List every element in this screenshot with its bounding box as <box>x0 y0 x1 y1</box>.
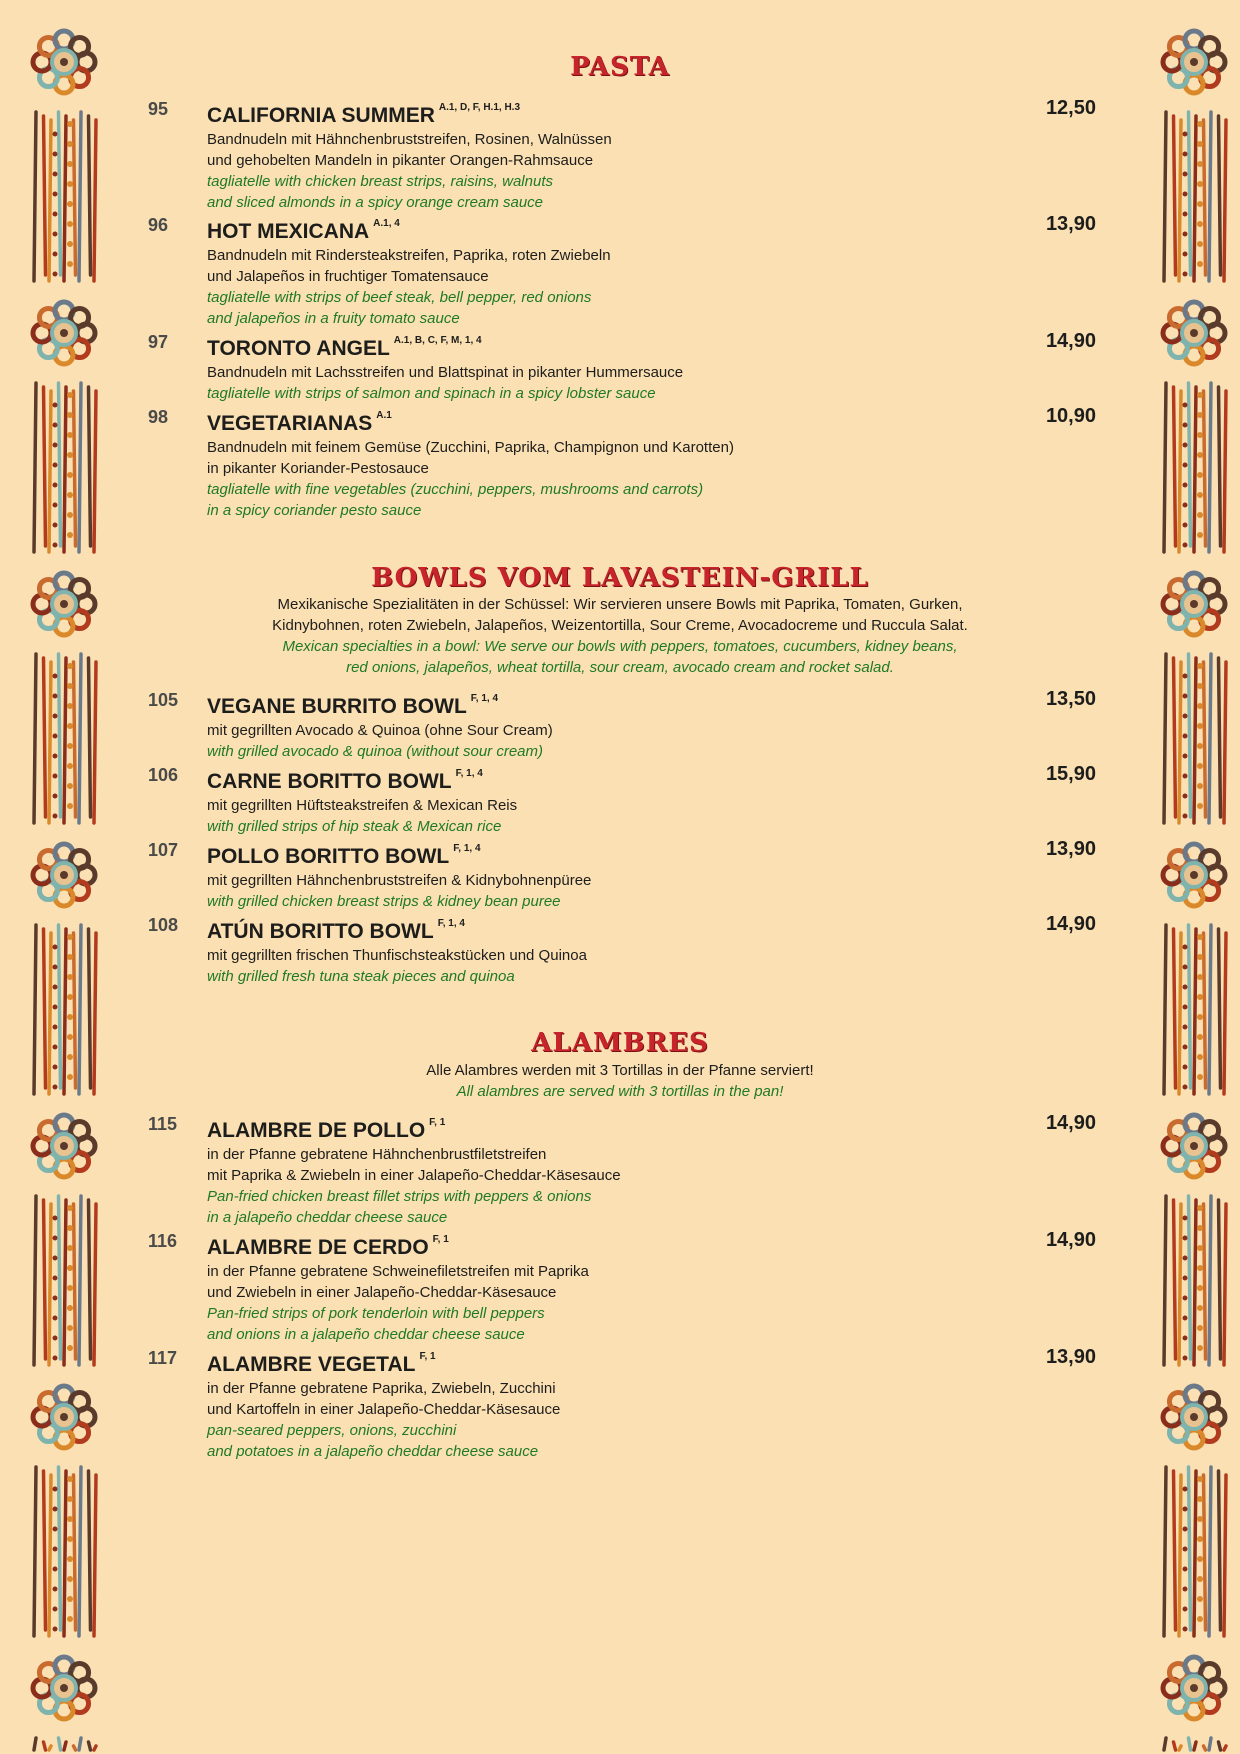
item-description-de: mit gegrillten frischen Thunfischsteakstücken und Quinoa <box>207 947 587 964</box>
item-description-de: mit Paprika & Zwiebeln in einer Jalapeño-Cheddar-Käsesauce <box>207 1167 621 1184</box>
stripe-ornament <box>1164 383 1226 552</box>
item-name: HOT MEXICANA <box>207 220 370 243</box>
item-description-en: and potatoes in a jalapeño cheddar cheese sauce <box>207 1443 539 1460</box>
item-allergens: A.1, 4 <box>373 218 400 229</box>
item-price: 13,90 <box>1045 213 1096 235</box>
item-name-row <box>207 911 987 945</box>
item-allergens: F, 1, 4 <box>470 693 499 704</box>
border-ornament-svg <box>1130 0 1240 1754</box>
flower-ornament <box>1163 31 1225 93</box>
menu-page <box>140 0 1100 1754</box>
stripe-ornament <box>34 1196 96 1365</box>
item-number: 106 <box>148 765 179 785</box>
item-number: 97 <box>148 332 169 352</box>
intro-en: All alambres are served with 3 tortillas in the pan! <box>456 1083 784 1100</box>
flower-ornament <box>1163 1386 1225 1448</box>
item-description-en: Pan-fried strips of pork tenderloin with bell peppers <box>207 1305 545 1322</box>
stripe-ornament <box>34 383 96 552</box>
section-intro-alambres <box>140 1060 1100 1102</box>
stripe-ornament <box>34 925 96 1094</box>
item-number: 98 <box>148 407 169 427</box>
item-name-row <box>207 403 987 437</box>
flower-ornament <box>33 573 95 635</box>
border-ornament-svg <box>0 0 110 1754</box>
flower-ornament <box>1163 1115 1225 1177</box>
item-description-en: and sliced almonds in a spicy orange cream sauce <box>207 194 544 211</box>
item-description-en: and onions in a jalapeño cheddar cheese sauce <box>207 1326 525 1343</box>
item-name-row <box>207 328 987 362</box>
item-description-en: pan-seared peppers, onions, zucchini <box>207 1422 457 1439</box>
item-description-en: with grilled strips of hip steak & Mexican rice <box>207 818 502 835</box>
flower-ornament <box>33 1657 95 1719</box>
item-number: 95 <box>148 99 169 119</box>
item-name: CALIFORNIA SUMMER <box>207 104 435 127</box>
intro-de: Mexikanische Spezialitäten in der Schüssel: Wir servieren unsere Bowls mit Paprika, Tomaten, Gurken, <box>277 596 963 613</box>
item-description-en: tagliatelle with fine vegetables (zucchini, peppers, mushrooms and carrots) <box>207 481 704 498</box>
item-allergens: F, 1 <box>419 1351 436 1362</box>
right-decorative-border <box>1130 0 1240 1754</box>
item-description-en: with grilled avocado & quinoa (without sour cream) <box>207 743 543 760</box>
item-number: 105 <box>148 690 179 710</box>
item-allergens: F, 1, 4 <box>455 768 483 779</box>
section-title-alambres: ALAMBRES <box>531 1028 709 1058</box>
intro-en: Mexican specialties in a bowl: We serve our bowls with peppers, tomatoes, cucumbers, kidney beans, <box>282 638 958 655</box>
item-description-en: with grilled fresh tuna steak pieces and quinoa <box>207 968 515 985</box>
stripe-ornament <box>34 1738 96 1750</box>
item-price: 14,90 <box>1045 913 1096 935</box>
flower-ornament <box>1163 844 1225 906</box>
item-number: 108 <box>148 915 179 935</box>
item-description-de: in der Pfanne gebratene Hähnchenbrustfiletstreifen <box>207 1146 547 1163</box>
item-price: 14,90 <box>1045 330 1096 352</box>
item-price: 13,90 <box>1045 838 1096 860</box>
section-title-bowls: BOWLS VOM LAVASTEIN-GRILL <box>371 563 869 593</box>
section-intro-bowls <box>140 594 1100 678</box>
item-price: 10,90 <box>1045 405 1096 427</box>
stripe-ornament <box>1164 654 1226 823</box>
item-description-en: in a spicy coriander pesto sauce <box>207 502 422 519</box>
item-description-en: tagliatelle with strips of salmon and spinach in a spicy lobster sauce <box>207 385 656 402</box>
item-description-de: und Jalapeños in fruchtiger Tomatensauce <box>207 268 489 285</box>
item-allergens: A.1 <box>376 410 392 421</box>
item-description-en: and jalapeños in a fruity tomato sauce <box>207 310 460 327</box>
item-description-en: tagliatelle with chicken breast strips, raisins, walnuts <box>207 173 553 190</box>
item-name: ALAMBRE VEGETAL <box>207 1353 416 1376</box>
item-name-row <box>207 1227 987 1261</box>
item-price: 15,90 <box>1045 763 1096 785</box>
item-allergens: F, 1, 4 <box>437 918 465 929</box>
stripe-ornament <box>1164 1738 1226 1750</box>
item-name-row <box>207 686 987 720</box>
item-description-de: Bandnudeln mit Rindersteakstreifen, Paprika, roten Zwiebeln <box>207 247 611 264</box>
item-price: 13,90 <box>1045 1346 1096 1368</box>
stripe-ornament <box>1164 925 1226 1094</box>
intro-de: Kidnybohnen, roten Zwiebeln, Jalapeños, Weizentortilla, Sour Creme, Avocadocreme und Ruccula Salat. <box>272 617 968 634</box>
item-name: POLLO BORITTO BOWL <box>207 845 450 868</box>
item-description-de: mit gegrillten Hähnchenbruststreifen & Kidnybohnenpüree <box>207 872 592 889</box>
item-allergens: A.1, D, F, H.1, H.3 <box>438 102 521 113</box>
item-name: CARNE BORITTO BOWL <box>207 770 452 793</box>
item-description-de: Bandnudeln mit feinem Gemüse (Zucchini, Paprika, Champignon und Karotten) <box>207 439 734 456</box>
item-description-en: tagliatelle with strips of beef steak, bell pepper, red onions <box>207 289 592 306</box>
section-title-pasta: PASTA <box>570 52 670 82</box>
item-number: 116 <box>148 1231 178 1251</box>
item-description-en: in a jalapeño cheddar cheese sauce <box>207 1209 448 1226</box>
item-name-row <box>207 1344 987 1378</box>
item-allergens: F, 1, 4 <box>453 843 481 854</box>
item-name: VEGANE BURRITO BOWL <box>207 695 467 718</box>
stripe-ornament <box>1164 112 1226 281</box>
flower-ornament <box>33 1386 95 1448</box>
intro-de: Alle Alambres werden mit 3 Tortillas in der Pfanne serviert! <box>426 1062 814 1079</box>
item-price: 14,90 <box>1045 1112 1096 1134</box>
item-name-row <box>207 95 987 129</box>
item-allergens: F, 1 <box>429 1117 446 1128</box>
item-number: 107 <box>148 840 179 860</box>
item-name-row <box>207 1110 987 1144</box>
item-name: ALAMBRE DE CERDO <box>207 1236 429 1259</box>
flower-ornament <box>33 1115 95 1177</box>
item-name-row <box>207 761 987 795</box>
stripe-ornament <box>1164 1196 1226 1365</box>
intro-en: red onions, jalapeños, wheat tortilla, sour cream, avocado cream and rocket salad. <box>346 659 894 676</box>
item-price: 14,90 <box>1045 1229 1096 1251</box>
flower-ornament <box>1163 573 1225 635</box>
left-decorative-border <box>0 0 110 1754</box>
item-description-de: in pikanter Koriander-Pestosauce <box>207 460 429 477</box>
flower-ornament <box>33 31 95 93</box>
item-description-de: Bandnudeln mit Hähnchenbruststreifen, Rosinen, Walnüssen <box>207 131 612 148</box>
stripe-ornament <box>34 654 96 823</box>
item-name-row <box>207 211 987 245</box>
item-description-de: und Kartoffeln in einer Jalapeño-Cheddar-Käsesauce <box>207 1401 561 1418</box>
item-description-de: mit gegrillten Hüftsteakstreifen & Mexican Reis <box>207 797 518 814</box>
stripe-ornament <box>34 112 96 281</box>
item-description-de: in der Pfanne gebratene Schweinefiletstreifen mit Paprika <box>207 1263 589 1280</box>
item-description-en: Pan-fried chicken breast fillet strips with peppers & onions <box>207 1188 592 1205</box>
item-name: VEGETARIANAS <box>207 412 373 435</box>
stripe-ornament <box>1164 1467 1226 1636</box>
item-number: 96 <box>148 215 169 235</box>
item-price: 13,50 <box>1045 688 1096 710</box>
flower-ornament <box>33 302 95 364</box>
flower-ornament <box>33 844 95 906</box>
item-description-de: und gehobelten Mandeln in pikanter Orangen-Rahmsauce <box>207 152 594 169</box>
item-description-de: Bandnudeln mit Lachsstreifen und Blattspinat in pikanter Hummersauce <box>207 364 684 381</box>
item-description-de: in der Pfanne gebratene Paprika, Zwiebeln, Zucchini <box>207 1380 556 1397</box>
item-number: 115 <box>148 1114 178 1134</box>
flower-ornament <box>1163 1657 1225 1719</box>
item-description-de: und Zwiebeln in einer Jalapeño-Cheddar-Käsesauce <box>207 1284 557 1301</box>
flower-ornament <box>1163 302 1225 364</box>
item-allergens: A.1, B, C, F, M, 1, 4 <box>393 335 482 346</box>
item-name: ALAMBRE DE POLLO <box>207 1119 426 1142</box>
item-description-en: with grilled chicken breast strips & kidney bean puree <box>207 893 561 910</box>
item-description-de: mit gegrillten Avocado & Quinoa (ohne Sour Cream) <box>207 722 553 739</box>
item-name-row <box>207 836 987 870</box>
item-price: 12,50 <box>1045 97 1096 119</box>
item-name: ATÚN BORITTO BOWL <box>207 920 434 943</box>
stripe-ornament <box>34 1467 96 1636</box>
item-number: 117 <box>148 1348 178 1368</box>
item-allergens: F, 1 <box>432 1234 449 1245</box>
item-name: TORONTO ANGEL <box>207 337 390 360</box>
